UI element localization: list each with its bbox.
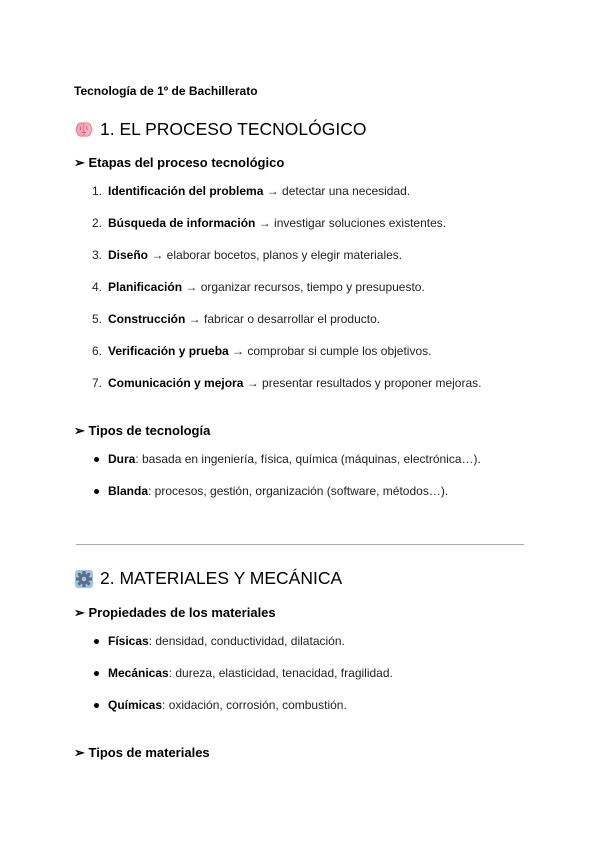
item-term: Diseño [108,248,149,262]
bullet-icon [94,457,99,462]
list-marker: 1. [91,184,102,198]
item-term: Blanda [108,484,149,498]
item-term: Físicas [108,634,149,648]
item-desc: → detectar una necesidad. [263,184,411,198]
item-term: Mecánicas [108,666,169,680]
bullet-icon [94,671,99,676]
item-term: Comunicación y mejora [108,376,244,390]
section-heading-text: 2. MATERIALES Y MECÁNICA [100,568,343,588]
item-term: Planificación [108,280,183,294]
item-desc: : basada en ingeniería, física, química (máquinas, electrónica…). [135,452,481,466]
item-desc: → elaborar bocetos, planos y elegir materiales. [148,248,403,262]
section-heading-proceso [74,119,366,140]
list-marker: 6. [91,344,102,358]
item-desc: : densidad, conductividad, dilatación. [148,634,345,648]
item-desc: : dureza, elasticidad, tenacidad, fragilidad. [168,666,393,680]
bullet-icon [94,489,99,494]
bullet-icon [94,703,99,708]
item-term: Identificación del problema [108,184,264,198]
item-term: Búsqueda de información [108,216,256,230]
item-term: Verificación y prueba [108,344,229,358]
list-marker: 5. [91,312,102,326]
bullet-icon [94,639,99,644]
subheading-tipos-materiales: ➢ Tipos de materiales [74,745,210,760]
item-desc: → investigar soluciones existentes. [255,216,447,230]
list-marker: 7. [91,376,102,390]
item-desc: : oxidación, corrosión, combustión. [162,698,347,712]
subheading-etapas: ➢ Etapas del proceso tecnológico [74,155,285,170]
document-title: Tecnología de 1º de Bachillerato [74,84,258,98]
item-term: Dura [108,452,136,466]
section-heading-text: 1. EL PROCESO TECNOLÓGICO [100,119,367,139]
gear-icon [74,569,94,589]
subheading-tipos-tecnologia: ➢ Tipos de tecnología [74,423,211,438]
brain-icon [74,120,94,140]
list-marker: 3. [91,248,102,262]
list-marker: 4. [91,280,102,294]
item-desc: → organizar recursos, tiempo y presupuesto. [182,280,425,294]
section-divider [76,544,524,545]
item-desc: → presentar resultados y proponer mejoras. [243,376,482,390]
item-desc: : procesos, gestión, organización (software, métodos…). [148,484,449,498]
item-desc: → comprobar si cumple los objetivos. [228,344,432,358]
item-term: Químicas [108,698,163,712]
list-marker: 2. [91,216,102,230]
subheading-propiedades: ➢ Propiedades de los materiales [74,605,276,620]
item-term: Construcción [108,312,186,326]
item-desc: → fabricar o desarrollar el producto. [185,312,381,326]
section-heading-materiales [74,568,342,589]
